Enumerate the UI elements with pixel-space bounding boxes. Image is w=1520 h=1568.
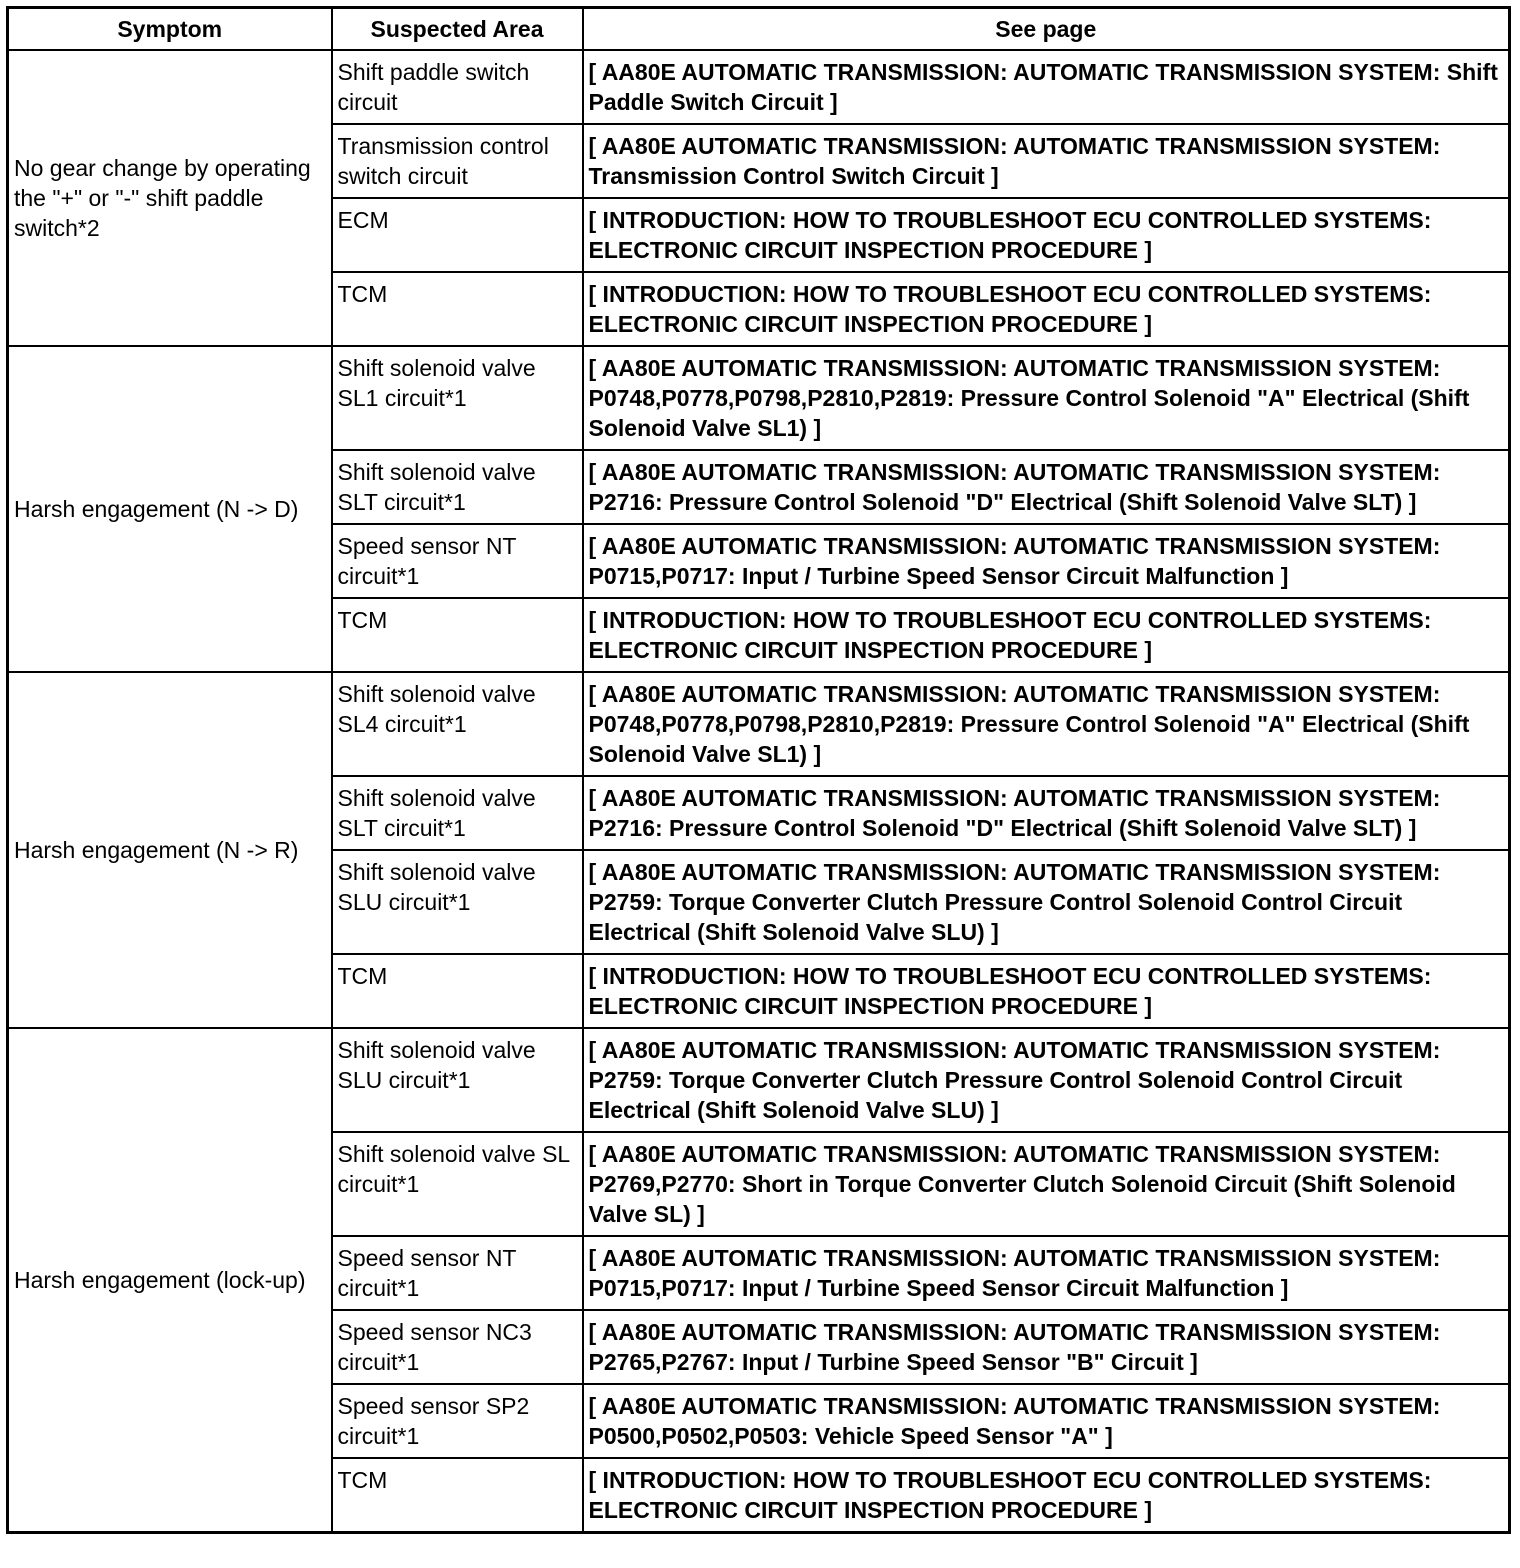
suspected-area-cell: ECM (332, 198, 583, 272)
see-page-link[interactable]: [ AA80E AUTOMATIC TRANSMISSION: AUTOMATIC TRANSMISSION SYSTEM: Transmission Control Switch Circuit ] (583, 124, 1510, 198)
table-row (8, 672, 1510, 776)
suspected-area-cell: Shift solenoid valve SLU circuit*1 (332, 1028, 583, 1132)
table-row (8, 1028, 1510, 1132)
table-row (8, 346, 1510, 450)
suspected-area-cell: Transmission control switch circuit (332, 124, 583, 198)
table-row (8, 50, 1510, 124)
suspected-area-cell: Shift solenoid valve SL circuit*1 (332, 1132, 583, 1236)
see-page-link[interactable]: [ INTRODUCTION: HOW TO TROUBLESHOOT ECU CONTROLLED SYSTEMS: ELECTRONIC CIRCUIT INSPECTION PROCEDURE ] (583, 1458, 1510, 1533)
see-page-link[interactable]: [ AA80E AUTOMATIC TRANSMISSION: AUTOMATIC TRANSMISSION SYSTEM: P0715,P0717: Input / Turbine Speed Sensor Circuit Malfunction ] (583, 524, 1510, 598)
symptom-table (6, 6, 1511, 1534)
suspected-area-cell: TCM (332, 1458, 583, 1533)
suspected-area-cell: TCM (332, 954, 583, 1028)
header-symptom: Symptom (8, 8, 332, 51)
suspected-area-cell: Speed sensor NC3 circuit*1 (332, 1310, 583, 1384)
suspected-area-cell: TCM (332, 272, 583, 346)
suspected-area-cell: Shift solenoid valve SLT circuit*1 (332, 776, 583, 850)
suspected-area-cell: Shift solenoid valve SLT circuit*1 (332, 450, 583, 524)
symptom-cell: Harsh engagement (lock-up) (8, 1028, 332, 1533)
suspected-area-cell: Speed sensor NT circuit*1 (332, 1236, 583, 1310)
see-page-link[interactable]: [ INTRODUCTION: HOW TO TROUBLESHOOT ECU CONTROLLED SYSTEMS: ELECTRONIC CIRCUIT INSPECTION PROCEDURE ] (583, 598, 1510, 672)
see-page-link[interactable]: [ AA80E AUTOMATIC TRANSMISSION: AUTOMATIC TRANSMISSION SYSTEM: Shift Paddle Switch Circuit ] (583, 50, 1510, 124)
see-page-link[interactable]: [ AA80E AUTOMATIC TRANSMISSION: AUTOMATIC TRANSMISSION SYSTEM: P2716: Pressure Control Solenoid "D" Electrical (Shift Solenoid Valve SLT) ] (583, 776, 1510, 850)
see-page-link[interactable]: [ AA80E AUTOMATIC TRANSMISSION: AUTOMATIC TRANSMISSION SYSTEM: P2759: Torque Converter Clutch Pressure Control Solenoid Control Circuit Electrical (Shift Solenoid Valve SLU) ] (583, 1028, 1510, 1132)
see-page-link[interactable]: [ AA80E AUTOMATIC TRANSMISSION: AUTOMATIC TRANSMISSION SYSTEM: P2716: Pressure Control Solenoid "D" Electrical (Shift Solenoid Valve SLT) ] (583, 450, 1510, 524)
see-page-link[interactable]: [ AA80E AUTOMATIC TRANSMISSION: AUTOMATIC TRANSMISSION SYSTEM: P2759: Torque Converter Clutch Pressure Control Solenoid Control Circuit Electrical (Shift Solenoid Valve SLU) ] (583, 850, 1510, 954)
suspected-area-cell: TCM (332, 598, 583, 672)
suspected-area-cell: Speed sensor SP2 circuit*1 (332, 1384, 583, 1458)
table-body (8, 50, 1510, 1533)
header-row (8, 8, 1510, 51)
see-page-link[interactable]: [ AA80E AUTOMATIC TRANSMISSION: AUTOMATIC TRANSMISSION SYSTEM: P0500,P0502,P0503: Vehicle Speed Sensor "A" ] (583, 1384, 1510, 1458)
see-page-link[interactable]: [ INTRODUCTION: HOW TO TROUBLESHOOT ECU CONTROLLED SYSTEMS: ELECTRONIC CIRCUIT INSPECTION PROCEDURE ] (583, 198, 1510, 272)
symptom-cell: Harsh engagement (N -> D) (8, 346, 332, 672)
see-page-link[interactable]: [ AA80E AUTOMATIC TRANSMISSION: AUTOMATIC TRANSMISSION SYSTEM: P0715,P0717: Input / Turbine Speed Sensor Circuit Malfunction ] (583, 1236, 1510, 1310)
suspected-area-cell: Shift solenoid valve SLU circuit*1 (332, 850, 583, 954)
suspected-area-cell: Shift solenoid valve SL4 circuit*1 (332, 672, 583, 776)
suspected-area-cell: Speed sensor NT circuit*1 (332, 524, 583, 598)
symptom-cell: Harsh engagement (N -> R) (8, 672, 332, 1028)
see-page-link[interactable]: [ AA80E AUTOMATIC TRANSMISSION: AUTOMATIC TRANSMISSION SYSTEM: P2765,P2767: Input / Turbine Speed Sensor "B" Circuit ] (583, 1310, 1510, 1384)
symptom-cell: No gear change by operating the "+" or "-" shift paddle switch*2 (8, 50, 332, 346)
see-page-link[interactable]: [ INTRODUCTION: HOW TO TROUBLESHOOT ECU CONTROLLED SYSTEMS: ELECTRONIC CIRCUIT INSPECTION PROCEDURE ] (583, 272, 1510, 346)
suspected-area-cell: Shift paddle switch circuit (332, 50, 583, 124)
header-suspected-area: Suspected Area (332, 8, 583, 51)
see-page-link[interactable]: [ AA80E AUTOMATIC TRANSMISSION: AUTOMATIC TRANSMISSION SYSTEM: P0748,P0778,P0798,P2810,P2819: Pressure Control Solenoid "A" Electrical (Shift Solenoid Valve SL1) ] (583, 346, 1510, 450)
see-page-link[interactable]: [ AA80E AUTOMATIC TRANSMISSION: AUTOMATIC TRANSMISSION SYSTEM: P0748,P0778,P0798,P2810,P2819: Pressure Control Solenoid "A" Electrical (Shift Solenoid Valve SL1) ] (583, 672, 1510, 776)
see-page-link[interactable]: [ INTRODUCTION: HOW TO TROUBLESHOOT ECU CONTROLLED SYSTEMS: ELECTRONIC CIRCUIT INSPECTION PROCEDURE ] (583, 954, 1510, 1028)
header-see-page: See page (583, 8, 1510, 51)
suspected-area-cell: Shift solenoid valve SL1 circuit*1 (332, 346, 583, 450)
see-page-link[interactable]: [ AA80E AUTOMATIC TRANSMISSION: AUTOMATIC TRANSMISSION SYSTEM: P2769,P2770: Short in Torque Converter Clutch Solenoid Circuit (Shift Solenoid Valve SL) ] (583, 1132, 1510, 1236)
